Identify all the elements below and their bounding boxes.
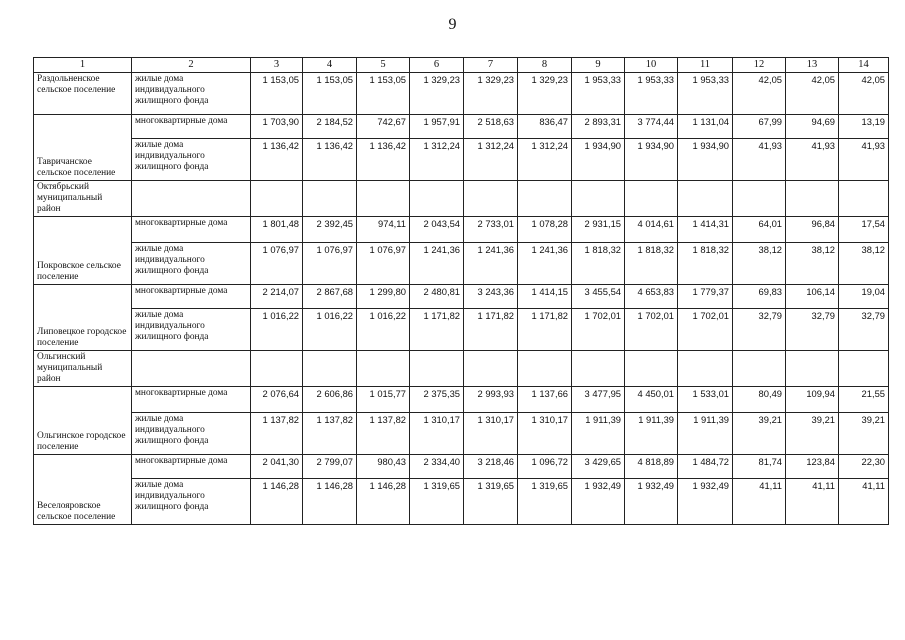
- value-cell-col-11: 1 702,01: [678, 309, 733, 351]
- settlement-name: Веселояровское сельское поселение: [34, 455, 132, 525]
- value-cell-col-5: 1 146,28: [357, 479, 410, 525]
- value-cell-col-6: 1 310,17: [410, 413, 464, 455]
- value-cell-col-11: 1 911,39: [678, 413, 733, 455]
- value-cell-col-11: 1 484,72: [678, 455, 733, 479]
- value-cell-col-10: 4 450,01: [625, 387, 678, 413]
- column-header-7: 7: [464, 58, 518, 73]
- value-cell-col-7: 2 733,01: [464, 217, 518, 243]
- table-body: [34, 58, 889, 525]
- value-cell-col-6: 1 171,82: [410, 309, 464, 351]
- value-cell-col-11: 1 934,90: [678, 139, 733, 181]
- value-cell-col-10: 1 953,33: [625, 73, 678, 115]
- empty-cell: [572, 181, 625, 217]
- settlement-name: Липовецкое городское поселение: [34, 285, 132, 351]
- column-header-1: 1: [34, 58, 132, 73]
- settlement-name: Октябрьский муниципальный район: [34, 181, 132, 217]
- housing-type: жилые дома индивидуального жилищного фонда: [132, 479, 251, 525]
- tariff-table: [33, 57, 889, 525]
- value-cell-col-7: 3 243,36: [464, 285, 518, 309]
- value-cell-col-12: 80,49: [733, 387, 786, 413]
- value-cell-col-10: 1 818,32: [625, 243, 678, 285]
- value-cell-col-14: 13,19: [839, 115, 889, 139]
- column-header-10: 10: [625, 58, 678, 73]
- value-cell-col-9: 2 893,31: [572, 115, 625, 139]
- value-cell-col-13: 96,84: [786, 217, 839, 243]
- empty-cell: [303, 351, 357, 387]
- settlement-name: Тавричанское сельское поселение: [34, 115, 132, 181]
- value-cell-col-4: 2 392,45: [303, 217, 357, 243]
- column-header-6: 6: [410, 58, 464, 73]
- value-cell-col-9: 3 455,54: [572, 285, 625, 309]
- value-cell-col-3: 1 137,82: [251, 413, 303, 455]
- value-cell-col-6: 2 480,81: [410, 285, 464, 309]
- empty-cell: [251, 181, 303, 217]
- value-cell-col-11: 1 818,32: [678, 243, 733, 285]
- empty-cell: [839, 181, 889, 217]
- column-header-13: 13: [786, 58, 839, 73]
- empty-cell: [251, 351, 303, 387]
- value-cell-col-12: 81,74: [733, 455, 786, 479]
- value-cell-col-3: 1 703,90: [251, 115, 303, 139]
- value-cell-col-14: 19,04: [839, 285, 889, 309]
- value-cell-col-14: 22,30: [839, 455, 889, 479]
- housing-type: жилые дома индивидуального жилищного фонда: [132, 309, 251, 351]
- empty-cell: [357, 181, 410, 217]
- value-cell-col-14: 39,21: [839, 413, 889, 455]
- value-cell-col-3: 2 214,07: [251, 285, 303, 309]
- empty-cell: [839, 351, 889, 387]
- value-cell-col-11: 1 131,04: [678, 115, 733, 139]
- header-row: [34, 58, 889, 73]
- value-cell-col-5: 1 076,97: [357, 243, 410, 285]
- value-cell-col-8: 1 096,72: [518, 455, 572, 479]
- value-cell-col-9: 1 818,32: [572, 243, 625, 285]
- housing-type: многоквартирные дома: [132, 115, 251, 139]
- value-cell-col-6: 1 957,91: [410, 115, 464, 139]
- empty-cell: [572, 351, 625, 387]
- value-cell-col-11: 1 414,31: [678, 217, 733, 243]
- value-cell-col-12: 39,21: [733, 413, 786, 455]
- value-cell-col-11: 1 953,33: [678, 73, 733, 115]
- value-cell-col-12: 38,12: [733, 243, 786, 285]
- empty-cell: [625, 181, 678, 217]
- value-cell-col-12: 32,79: [733, 309, 786, 351]
- value-cell-col-10: 4 653,83: [625, 285, 678, 309]
- value-cell-col-3: 1 153,05: [251, 73, 303, 115]
- value-cell-col-13: 94,69: [786, 115, 839, 139]
- value-cell-col-9: 1 953,33: [572, 73, 625, 115]
- value-cell-col-13: 41,11: [786, 479, 839, 525]
- value-cell-col-13: 38,12: [786, 243, 839, 285]
- value-cell-col-5: 1 299,80: [357, 285, 410, 309]
- table-row: [34, 217, 889, 243]
- empty-cell: [678, 181, 733, 217]
- housing-type: жилые дома индивидуального жилищного фонда: [132, 413, 251, 455]
- housing-type: жилые дома индивидуального жилищного фонда: [132, 139, 251, 181]
- empty-cell: [303, 181, 357, 217]
- value-cell-col-11: 1 533,01: [678, 387, 733, 413]
- empty-cell: [678, 351, 733, 387]
- value-cell-col-3: 1 136,42: [251, 139, 303, 181]
- value-cell-col-7: 1 312,24: [464, 139, 518, 181]
- value-cell-col-13: 106,14: [786, 285, 839, 309]
- value-cell-col-6: 2 334,40: [410, 455, 464, 479]
- value-cell-col-4: 2 606,86: [303, 387, 357, 413]
- value-cell-col-8: 1 137,66: [518, 387, 572, 413]
- empty-cell: [132, 351, 251, 387]
- table-row: [34, 139, 889, 181]
- value-cell-col-13: 123,84: [786, 455, 839, 479]
- value-cell-col-5: 974,11: [357, 217, 410, 243]
- value-cell-col-10: 1 934,90: [625, 139, 678, 181]
- value-cell-col-13: 41,93: [786, 139, 839, 181]
- value-cell-col-8: 1 171,82: [518, 309, 572, 351]
- page-number: 9: [448, 16, 457, 33]
- value-cell-col-8: 1 329,23: [518, 73, 572, 115]
- settlement-name: Ольгинское городское поселение: [34, 387, 132, 455]
- value-cell-col-14: 41,93: [839, 139, 889, 181]
- value-cell-col-4: 1 153,05: [303, 73, 357, 115]
- empty-cell: [786, 181, 839, 217]
- value-cell-col-12: 69,83: [733, 285, 786, 309]
- value-cell-col-7: 1 329,23: [464, 73, 518, 115]
- value-cell-col-8: 1 310,17: [518, 413, 572, 455]
- value-cell-col-9: 1 702,01: [572, 309, 625, 351]
- value-cell-col-7: 1 310,17: [464, 413, 518, 455]
- column-header-3: 3: [251, 58, 303, 73]
- value-cell-col-7: 2 993,93: [464, 387, 518, 413]
- value-cell-col-9: 3 477,95: [572, 387, 625, 413]
- value-cell-col-13: 109,94: [786, 387, 839, 413]
- table-row: [34, 413, 889, 455]
- value-cell-col-13: 32,79: [786, 309, 839, 351]
- value-cell-col-3: 2 041,30: [251, 455, 303, 479]
- value-cell-col-11: 1 932,49: [678, 479, 733, 525]
- housing-type: жилые дома индивидуального жилищного фонда: [132, 243, 251, 285]
- value-cell-col-5: 980,43: [357, 455, 410, 479]
- table-row: [34, 285, 889, 309]
- value-cell-col-7: 1 319,65: [464, 479, 518, 525]
- value-cell-col-3: 1 146,28: [251, 479, 303, 525]
- value-cell-col-5: 742,67: [357, 115, 410, 139]
- value-cell-col-5: 1 015,77: [357, 387, 410, 413]
- housing-type: многоквартирные дома: [132, 387, 251, 413]
- value-cell-col-9: 3 429,65: [572, 455, 625, 479]
- value-cell-col-12: 41,11: [733, 479, 786, 525]
- value-cell-col-14: 41,11: [839, 479, 889, 525]
- value-cell-col-4: 2 799,07: [303, 455, 357, 479]
- empty-cell: [410, 351, 464, 387]
- value-cell-col-3: 1 076,97: [251, 243, 303, 285]
- table-row: [34, 181, 889, 217]
- value-cell-col-6: 1 329,23: [410, 73, 464, 115]
- value-cell-col-9: 1 934,90: [572, 139, 625, 181]
- value-cell-col-8: 1 241,36: [518, 243, 572, 285]
- value-cell-col-3: 2 076,64: [251, 387, 303, 413]
- table-row: [34, 309, 889, 351]
- empty-cell: [132, 181, 251, 217]
- housing-type: жилые дома индивидуального жилищного фонда: [132, 73, 251, 115]
- value-cell-col-10: 1 702,01: [625, 309, 678, 351]
- empty-cell: [518, 351, 572, 387]
- column-header-11: 11: [678, 58, 733, 73]
- housing-type: многоквартирные дома: [132, 455, 251, 479]
- value-cell-col-12: 41,93: [733, 139, 786, 181]
- value-cell-col-13: 39,21: [786, 413, 839, 455]
- value-cell-col-6: 2 043,54: [410, 217, 464, 243]
- value-cell-col-9: 1 911,39: [572, 413, 625, 455]
- empty-cell: [786, 351, 839, 387]
- value-cell-col-5: 1 016,22: [357, 309, 410, 351]
- table-row: [34, 387, 889, 413]
- value-cell-col-6: 1 319,65: [410, 479, 464, 525]
- value-cell-col-14: 38,12: [839, 243, 889, 285]
- value-cell-col-12: 67,99: [733, 115, 786, 139]
- value-cell-col-10: 3 774,44: [625, 115, 678, 139]
- column-header-9: 9: [572, 58, 625, 73]
- column-header-5: 5: [357, 58, 410, 73]
- value-cell-col-14: 42,05: [839, 73, 889, 115]
- value-cell-col-5: 1 153,05: [357, 73, 410, 115]
- value-cell-col-10: 4 014,61: [625, 217, 678, 243]
- settlement-name: Ольгинский муниципальный район: [34, 351, 132, 387]
- value-cell-col-8: 836,47: [518, 115, 572, 139]
- value-cell-col-7: 3 218,46: [464, 455, 518, 479]
- value-cell-col-14: 17,54: [839, 217, 889, 243]
- value-cell-col-3: 1 016,22: [251, 309, 303, 351]
- table-row: [34, 351, 889, 387]
- value-cell-col-9: 2 931,15: [572, 217, 625, 243]
- value-cell-col-10: 1 911,39: [625, 413, 678, 455]
- table-row: [34, 479, 889, 525]
- column-header-14: 14: [839, 58, 889, 73]
- value-cell-col-8: 1 078,28: [518, 217, 572, 243]
- value-cell-col-6: 1 241,36: [410, 243, 464, 285]
- value-cell-col-4: 2 184,52: [303, 115, 357, 139]
- table-row: [34, 73, 889, 115]
- empty-cell: [625, 351, 678, 387]
- value-cell-col-10: 1 932,49: [625, 479, 678, 525]
- empty-cell: [733, 181, 786, 217]
- value-cell-col-13: 42,05: [786, 73, 839, 115]
- value-cell-col-8: 1 319,65: [518, 479, 572, 525]
- empty-cell: [464, 351, 518, 387]
- value-cell-col-3: 1 801,48: [251, 217, 303, 243]
- value-cell-col-4: 1 137,82: [303, 413, 357, 455]
- settlement-name: Раздольненское сельское поселение: [34, 73, 132, 115]
- value-cell-col-11: 1 779,37: [678, 285, 733, 309]
- value-cell-col-8: 1 414,15: [518, 285, 572, 309]
- table-row: [34, 115, 889, 139]
- value-cell-col-7: 2 518,63: [464, 115, 518, 139]
- column-header-12: 12: [733, 58, 786, 73]
- housing-type: многоквартирные дома: [132, 217, 251, 243]
- column-header-2: 2: [132, 58, 251, 73]
- column-header-8: 8: [518, 58, 572, 73]
- value-cell-col-9: 1 932,49: [572, 479, 625, 525]
- value-cell-col-14: 21,55: [839, 387, 889, 413]
- value-cell-col-4: 1 136,42: [303, 139, 357, 181]
- value-cell-col-7: 1 241,36: [464, 243, 518, 285]
- value-cell-col-14: 32,79: [839, 309, 889, 351]
- value-cell-col-5: 1 136,42: [357, 139, 410, 181]
- value-cell-col-12: 64,01: [733, 217, 786, 243]
- table-row: [34, 455, 889, 479]
- value-cell-col-4: 2 867,68: [303, 285, 357, 309]
- value-cell-col-10: 4 818,89: [625, 455, 678, 479]
- settlement-name: Покровское сельское поселение: [34, 217, 132, 285]
- column-header-4: 4: [303, 58, 357, 73]
- table-row: [34, 243, 889, 285]
- value-cell-col-7: 1 171,82: [464, 309, 518, 351]
- housing-type: многоквартирные дома: [132, 285, 251, 309]
- value-cell-col-4: 1 146,28: [303, 479, 357, 525]
- empty-cell: [357, 351, 410, 387]
- value-cell-col-6: 1 312,24: [410, 139, 464, 181]
- value-cell-col-4: 1 076,97: [303, 243, 357, 285]
- value-cell-col-12: 42,05: [733, 73, 786, 115]
- value-cell-col-4: 1 016,22: [303, 309, 357, 351]
- empty-cell: [518, 181, 572, 217]
- value-cell-col-5: 1 137,82: [357, 413, 410, 455]
- empty-cell: [410, 181, 464, 217]
- empty-cell: [464, 181, 518, 217]
- value-cell-col-8: 1 312,24: [518, 139, 572, 181]
- value-cell-col-6: 2 375,35: [410, 387, 464, 413]
- empty-cell: [733, 351, 786, 387]
